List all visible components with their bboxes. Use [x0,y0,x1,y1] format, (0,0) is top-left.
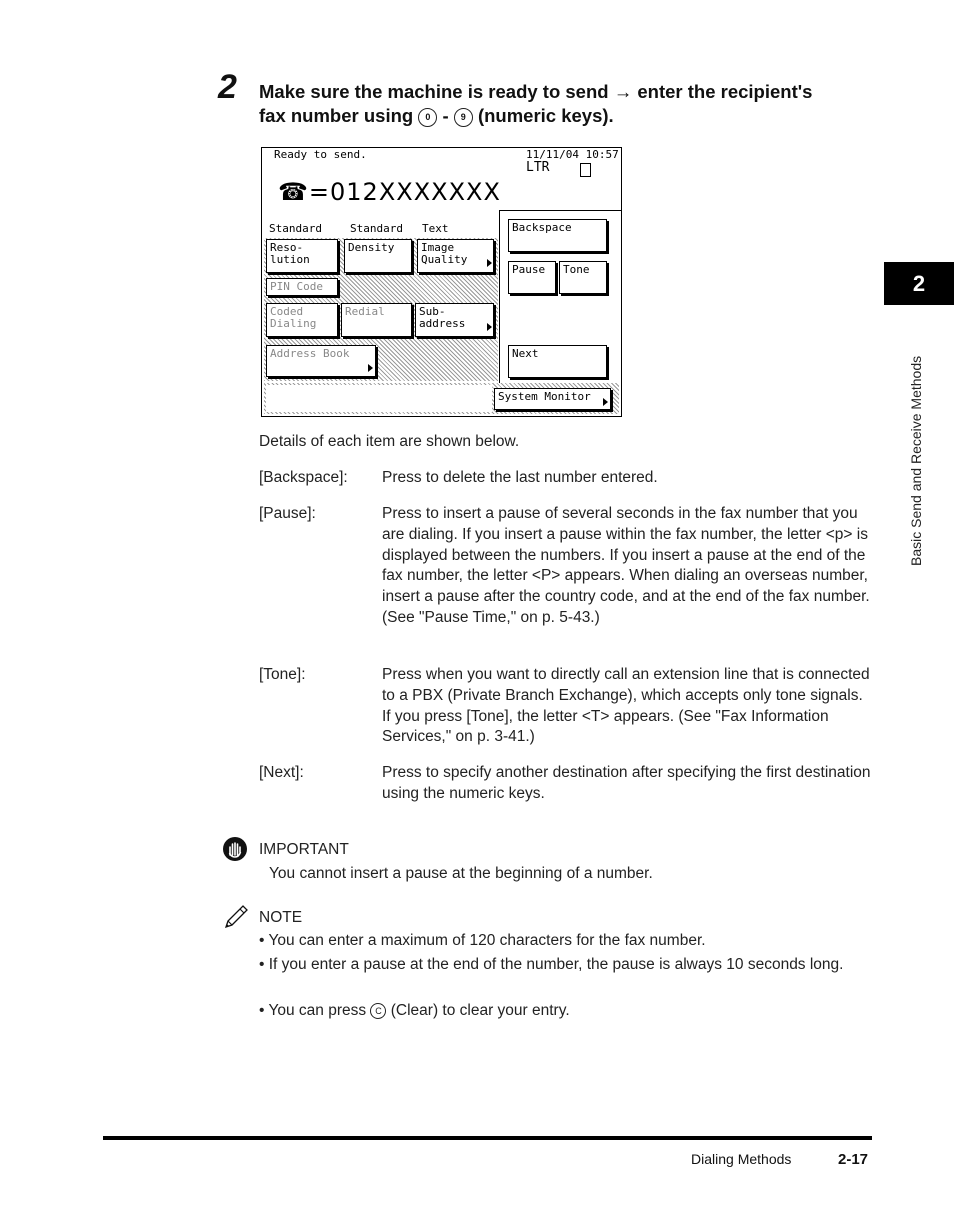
footer-rule [103,1136,872,1140]
step-line-1: Make sure the machine is ready to send → enter the recipient's [259,81,813,102]
screen-datetime: 11/11/04 10:57 [526,148,619,161]
tone-button[interactable]: Tone [559,261,607,294]
chapter-tab: 2 [884,262,954,305]
paper-orientation-icon [580,163,591,177]
fax-number-display: ☎=012XXXXXXX [278,178,501,206]
term-tone: [Tone]: [259,666,306,683]
chapter-title-vertical: Basic Send and Receive Methods [908,355,924,566]
important-hand-icon [222,836,248,862]
coded-dialing-button[interactable]: Coded Dialing [266,303,338,337]
pin-code-button[interactable]: PIN Code [266,278,338,296]
subaddress-button[interactable]: Sub- address [415,303,494,337]
step-line-2: fax number using 0 - 9 (numeric keys). [259,105,614,126]
image-quality-button[interactable]: Image Quality [417,239,494,273]
step-number: 2 [218,68,237,106]
redial-button[interactable]: Redial [341,303,412,337]
right-panel-top [499,210,621,211]
note-pencil-icon [222,903,250,931]
desc-tone: Press when you want to directly call an extension line that is connected to a PBX (Private Branch Exchange), which accepts only tone signals. If you press [Tone], the letter <T> appears. (See "Fax Information Services," on p. 3-41.) [382,666,870,746]
important-title: IMPORTANT [259,841,349,858]
right-panel-divider [499,210,500,383]
details-intro: Details of each item are shown below. [259,433,520,450]
next-button[interactable]: Next [508,345,607,378]
clear-key-icon: C [370,1003,386,1019]
term-pause: [Pause]: [259,505,316,522]
numeric-key-9-icon: 9 [454,108,473,127]
step-instruction [259,80,879,128]
label-resolution-value: Standard [269,222,322,235]
subaddress-arrow-icon [487,323,492,331]
term-backspace: [Backspace]: [259,469,348,486]
resolution-button[interactable]: Reso- lution [266,239,338,273]
pause-button[interactable]: Pause [508,261,556,294]
address-book-arrow-icon [368,364,373,372]
screen-status: Ready to send. [274,148,367,161]
footer-section: Dialing Methods [691,1151,792,1167]
image-quality-arrow-icon [487,259,492,267]
address-book-button[interactable]: Address Book [266,345,376,377]
numeric-key-0-icon: 0 [418,108,437,127]
label-density-value: Standard [350,222,403,235]
screen-paper-size: LTR [526,160,550,175]
important-text: You cannot insert a pause at the beginning of a number. [269,865,653,882]
note-item-1: • You can enter a maximum of 120 characters for the fax number. [259,932,706,949]
fax-lcd-screen [261,147,622,417]
label-image-quality-value: Text [422,222,449,235]
note-item-3: • You can press C (Clear) to clear your entry. [259,1002,570,1019]
density-button[interactable]: Density [344,239,412,273]
footer-page-number: 2-17 [838,1151,869,1168]
note-title: NOTE [259,909,303,926]
backspace-button[interactable]: Backspace [508,219,607,252]
note-item-2: • If you enter a pause at the end of the number, the pause is always 10 seconds long. [259,956,844,973]
term-next: [Next]: [259,764,304,781]
desc-pause: Press to insert a pause of several seconds in the fax number that you are dialing. If you insert a pause within the fax number, the letter <p> is displayed between the numbers. If you insert a pause at the end of the fax number, the letter <P> appears. When dialing an overseas number, insert a pause after the country code, and at the end of the fax number. (See "Pause Time," on p. 5-43.) [382,505,870,626]
phone-icon: ☎= [278,178,331,206]
system-monitor-button[interactable]: System Monitor [494,388,611,410]
bottom-bar-message-area [266,385,492,412]
system-monitor-arrow-icon [603,398,608,406]
desc-backspace: Press to delete the last number entered. [382,469,658,486]
desc-next: Press to specify another destination after specifying the first destination using the numeric keys. [382,764,871,802]
